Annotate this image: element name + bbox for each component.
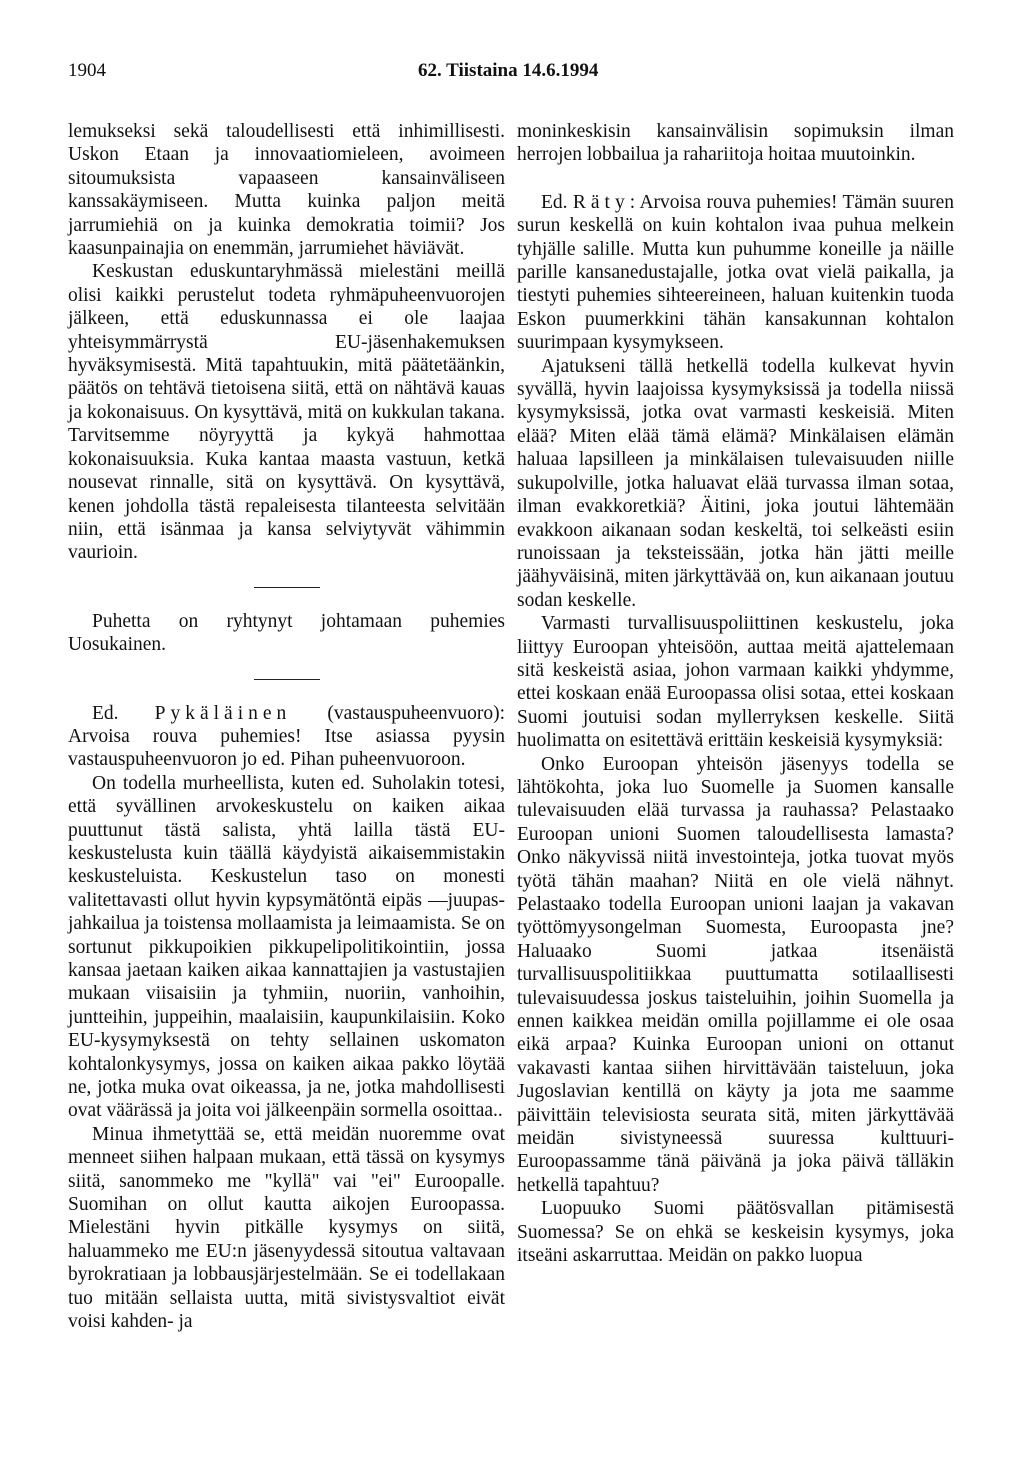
page-header [68,60,958,90]
paragraph: Keskustan eduskuntaryhmässä mielestäni meillä olisi kaikki perustelut todeta ryhmäpuheenvuorojen jälkeen, että eduskunnassa ei ole laajaa yhteisymmärrystä EU-jäsenhakemuksen hyväksymisestä. Mitä tapahtuukin, mitä päätetäänkin, päätös on tehtävä tietoisena siitä, että on nähtävä kauas ja kokonaisuus. On kysyttävä, mitä on kukkulan takana. Tarvitsemme nöyryyttä ja kykyä hahmottaa kokonaisuuksia. Kuka kantaa maasta vastuun, ketkä nousevat rinnalle, sitä on kysyttävä. On kysyttävä, kenen johdolla tästä repaleisesta tilanteesta selvitään niin, että isänmaa ja kansa selviytyvät vähimmin vaurioin. [68,261,505,564]
paragraph: moninkeskisin kansainvälisin sopimuksin ilman herrojen lobbailua ja rahariitoja hoitaa muutoinkin. [517,121,954,166]
paragraph: Luopuuko Suomi päätösvallan pitämisestä Suomessa? Se on ehkä se keskeisin kysymys, joka itseäni askarruttaa. Meidän on pakko luopua [517,1198,954,1267]
session-date: 62. Tiistaina 14.6.1994 [418,60,599,81]
speaker-name: Pykäläinen [154,702,292,724]
paragraph: Ajatukseni tällä hetkellä todella kulkevat hyvin syvällä, hyvin laajoissa kysymyksissä ja todella niissä kysymyksissä, jotka ovat varmasti keskeisiä. Miten elää? Miten elää tämä elämä? Minkälaisen elämän haluaa lapsilleen ja minkälaisen tulevaisuuden niille sukupolville, jotka haluavat elää turvassa ilman sotaa, ilman evakkoretkiä? Äitini, joka joutui lähtemään evakkoon aikanaan sodan keskeltä, toi selkeästi esiin runoissaan ja teksteissään, jotka hän jätti meille jäähyväisinä, miten järkyttävää on, kun aikanaan joutuu sodan keskelle. [517,355,954,611]
paragraph: Onko Euroopan yhteisön jäsenyys todella se lähtökohta, joka luo Suomelle ja Suomen kansalle tulevaisuuden elää turvassa ja rauhassa? Pelastaako Euroopan unioni Suomen taloudellisesta lamasta? Onko näkyvissä niitä investointeja, jotka tuovat myös työtä tähän maahan? Niitä en ole vielä nähnyt. Pelastaako todella Euroopan unioni laajan ja vakavan työttömyysongelman Suomesta, Euroopasta jne? Haluaako Suomi jatkaa itsenäistä turvallisuuspolitiikkaa puuttumatta sotilaallisesti tulevaisuudessa joskus taisteluihin, joihin Suomella ja ennen kaikkea meidän omilla pojillamme ei ole osaa eikä arpaa? Kuinka Euroopan unioni on ottanut vakavasti kantaa siihen hirvittävään taisteluun, joka Jugoslavian kentillä on käyty ja jota me saamme päivittäin televisiosta seurata sitä, miten järkyttävää meidän sivistyneessä suuressa kulttuuri-Euroopassamme tänä päivänä ja joka päivä tälläkin hetkellä tapahtuu? [517,753,954,1196]
speaker-paragraph [68,702,505,772]
paragraph: lemukseksi sekä taloudellisesti että inhimillisesti. Uskon Etaan ja innovaatiomieleen, avoimeen sitoumuksista vapaaseen kansainväliseen kanssakäymiseen. Mutta kuinka paljon meitä jarrumiehiä on ja kuinka demokratia toimii? Jos kaasunpainajia on enemmän, jarrumiehet häviävät. [68,121,505,260]
page-number: 1904 [68,60,106,81]
section-divider [254,587,320,588]
left-column [68,120,505,1334]
speaker-paragraph [517,191,954,355]
paragraph: Minua ihmetyttää se, että meidän nuoremme ovat menneet siihen halpaan mukaan, että tässä on kysymys siitä, sanommeko me "kyllä" vai "ei" Euroopalle. Suomihan on ollut kautta aikojen Euroopassa. Mielestäni hyvin pitkälle kysymys on siitä, haluammeko me EU:n jäsenyydessä sitoutua valtavaan byrokratiaan ja lobbausjärjestelmään. Se ei todellakaan tuo mitään sellaista uutta, mitä sivistysvaltiot eivät voisi kahden- ja [68,1123,505,1333]
right-column [517,120,954,1268]
speaker-name: Räty [572,191,630,213]
chair-notice: Puhetta on ryhtynyt johtamaan puhemies Uosukainen. [68,610,505,656]
section-divider [254,679,320,680]
speaker-prefix: Ed. [541,191,573,213]
speaker-prefix: Ed. [92,702,155,724]
speaker-role: (vastauspuheenvuoro): [291,702,505,724]
speech-text: Arvoisa rouva puhemies! Itse asiassa pyysin vastauspuheenvuoron jo ed. Pihan puheenvuoroon. [68,725,505,771]
paragraph: On todella murheellista, kuten ed. Suholakin totesi, että syvällinen arvokeskustelu on kaiken aikaa puuttunut tästä salista, yhtä lailla tästä EU-keskustelusta kuin täällä käydyistä aikaisemmistakin keskusteluista. Keskustelun taso on monesti valitettavasti ollut hyvin kypsymätöntä eipäs —juupas-jahkailua ja toistensa mollaamista ja leimaamista. Se on sortunut pikkupoikien pikkupelipolitikointiin, jossa kansaa jaetaan kaiken aikaa kannattajien ja vastustajien mukaan viisaisiin ja tyhmiin, nuoriin, vanhoihin, juntteihin, juppeihin, maalaisiin, kaupunkilaisiin. Koko EU-kysymyksestä on tehty sellainen uskomaton kohtalonkysymys, jossa on kaiken aikaa pakko löytää ne, jotka muka ovat oikeassa, ja ne, jotka mahdollisesti ovat väärässä ja joita voi jälkeenpäin sormella osoittaa.. [68,772,505,1122]
speaker-colon: : [629,191,640,213]
paragraph: Varmasti turvallisuuspoliittinen keskustelu, joka liittyy Euroopan yhteisöön, auttaa meitä ajattelemaan sitä keskeistä asiaa, johon varmaan kaikki yhdymme, ettei koskaan enää Euroopassa olisi sotaa, ettei koskaan Suomi joutuisi sodan myllerryksen keskelle. Siitä huolimatta on esitettävä erittäin keskeisiä kysymyksiä: [517,613,954,752]
speech-text: Arvoisa rouva puhemies! Tämän suuren surun keskellä on kuin kohtalon ivaa puhua melkein tyhjälle salille. Mutta kun puhumme koneille ja näille parille kansanedustajalle, jotka ovat vielä paikalla, ja tiestyti puhemies sihteereineen, haluan kuitenkin tuoda Eskon puumerkkini tähän kansakunnan kohtalon suurimpaan kysymykseen. [517,191,954,354]
